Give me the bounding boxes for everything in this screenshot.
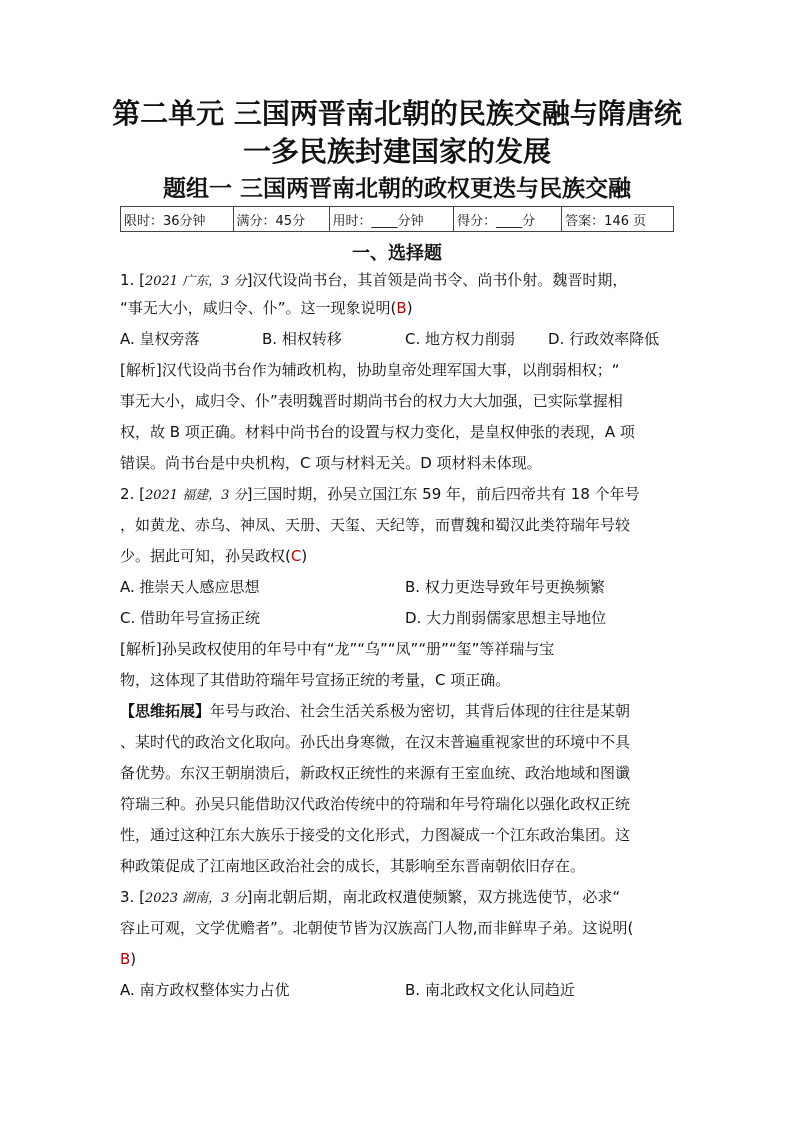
q2-stem-line-2: ，如黄龙、赤乌、神凤、天册、天玺、天纪等，而曹魏和蜀汉此类符瑞年号较 [120, 516, 631, 534]
q1-answer: B [396, 299, 407, 317]
unit-title-line-2: 一多民族封建国家的发展 [242, 135, 551, 168]
section-title: 一、选择题 [352, 243, 442, 264]
time-used-cell: 用时：____分钟 [329, 207, 454, 232]
q3-stem-line-1: 3. [2023 湖南，3 分]南北朝后期，南北政权遣使频繁，双方挑选使节，必求“ [120, 888, 621, 906]
q1-analysis-line: 错误。尚书台是中央机构，C 项与材料无关。D 项材料未体现。 [120, 454, 542, 472]
q2-stem-line-3: 少。据此可知，孙吴政权(C) [120, 547, 308, 565]
full-score-cell: 满分：45分 [233, 207, 329, 232]
q2-option-c: C. 借助年号宣扬正统 [120, 609, 261, 627]
q2-answer: C [290, 547, 302, 565]
q1-option-d: D. 行政效率降低 [548, 330, 660, 348]
group-title: 题组一 三国两晋南北朝的政权更迭与民族交融 [162, 176, 631, 202]
q3-source: 2023 湖南，3 分 [144, 891, 247, 906]
q2-option-b: B. 权力更迭导致年号更换频繁 [405, 578, 605, 596]
q1-option-b: B. 相权转移 [262, 330, 342, 348]
q1-option-a: A. 皇权旁落 [120, 330, 200, 348]
q2-analysis-line: [解析]孙吴政权使用的年号中有“龙”“乌”“凤”“册”“玺”等祥瑞与宝 [120, 640, 555, 658]
q3-stem-line-3: B) [120, 950, 137, 968]
q1-stem-line-2: “事无大小，咸归令、仆”。这一现象说明(B) [120, 299, 413, 317]
q1-analysis-line: 权，故 B 项正确。材料中尚书台的设置与权力变化，是皇权伸张的表现，A 项 [120, 423, 635, 441]
score-cell: 得分：____分 [454, 207, 562, 232]
q2-expand-line: 种政策促成了江南地区政治社会的成长，其影响至东晋南朝依旧存在。 [120, 857, 586, 875]
q1-source: 2021 广东，3 分 [144, 274, 247, 289]
q2-analysis-line: 物，这体现了其借助符瑞年号宣扬正统的考量，C 项正确。 [120, 671, 511, 689]
q2-option-d: D. 大力削弱儒家思想主导地位 [405, 609, 607, 627]
q1-stem-line-1: 1. [2021 广东，3 分]汉代设尚书台，其首领是尚书令、尚书仆射。魏晋时期， [120, 271, 628, 289]
q1-analysis-line: 事无大小，咸归令、仆”表明魏晋时期尚书台的权力大大加强，已实际掌握相 [120, 392, 623, 410]
q3-option-b: B. 南北政权文化认同趋近 [405, 981, 575, 999]
unit-title-line-1: 第二单元 三国两晋南北朝的民族交融与隋唐统 [112, 97, 682, 130]
q2-expand-line: 、某时代的政治文化取向。孙氏出身寒微，在汉末普遍重视家世的环境中不具 [120, 733, 631, 751]
info-table [120, 206, 674, 232]
q2-expand-line: 备优势。东汉王朝崩溃后，新政权正统性的来源有王室血统、政治地域和图谶 [120, 764, 631, 782]
q1-analysis-line: [解析]汉代设尚书台作为辅政机构，协助皇帝处理军国大事，以削弱相权；“ [120, 361, 620, 379]
q1-option-c: C. 地方权力削弱 [405, 330, 516, 348]
q3-option-a: A. 南方政权整体实力占优 [120, 981, 290, 999]
q2-expand-line: 性，通过这种江东大族乐于接受的文化形式，力图凝成一个江东政治集团。这 [120, 826, 631, 844]
q2-source: 2021 福建，3 分 [144, 488, 247, 503]
q2-stem-line-1: 2. [2021 福建，3 分]三国时期，孙吴立国江东 59 年，前后四帝共有 18 个年号 [120, 485, 640, 503]
q3-stem-line-2: 容止可观，文学优赡者”。北朝使节皆为汉族高门人物,而非鲜卑子弟。这说明( [120, 919, 634, 937]
q2-option-a: A. 推崇天人感应思想 [120, 578, 260, 596]
q2-expand-line: 符瑞三种。孙吴只能借助汉代政治传统中的符瑞和年号符瑞化以强化政权正统 [120, 795, 631, 813]
expand-label: 【思维拓展】 [120, 702, 211, 720]
time-limit-cell: 限时：36分钟 [121, 207, 234, 232]
answer-page-cell: 答案：146 页 [562, 207, 674, 232]
q3-answer: B [120, 950, 131, 968]
q2-expand-line: 【思维拓展】年号与政治、社会生活关系极为密切，其背后体现的往往是某朝 [120, 702, 631, 720]
